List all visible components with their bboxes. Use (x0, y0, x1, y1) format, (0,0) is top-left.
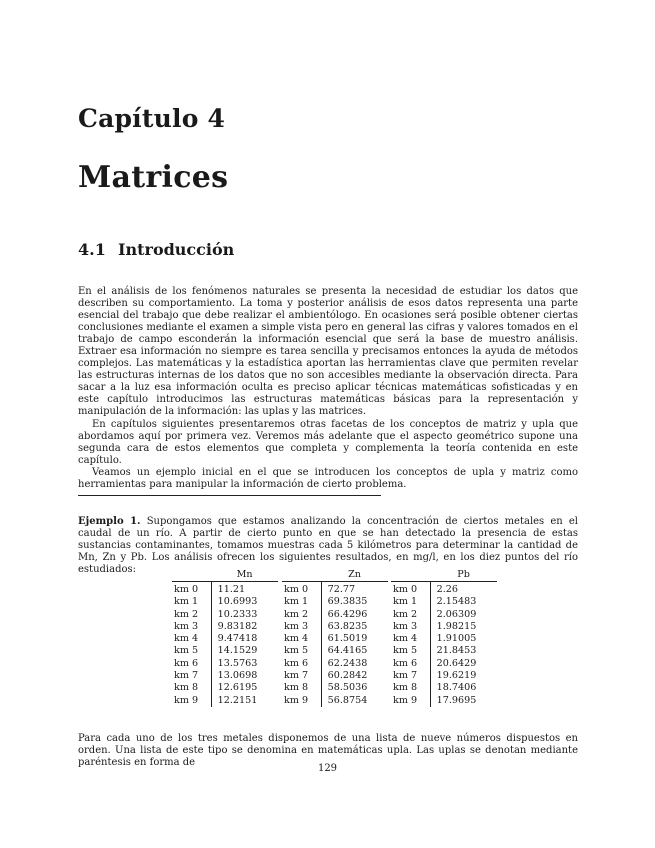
km-cell: km 7 (391, 670, 430, 682)
table-row (391, 582, 497, 597)
table-row (172, 609, 278, 621)
table-row (282, 682, 388, 694)
value-cell: 10.2333 (217, 608, 258, 620)
km-cell: km 6 (282, 658, 321, 670)
value-cell: 9.83182 (217, 620, 258, 632)
table-row (172, 658, 278, 670)
km-cell: km 3 (282, 621, 321, 633)
table-row (172, 695, 278, 707)
km-cell: km 1 (391, 596, 430, 608)
table-header-blank (391, 568, 430, 582)
table-row (391, 670, 497, 682)
table-row (172, 621, 278, 633)
table-row (391, 695, 497, 707)
value-cell: 2.06309 (436, 608, 477, 620)
km-cell: km 2 (282, 609, 321, 621)
value-cell: 13.5763 (217, 657, 258, 669)
km-cell: km 3 (391, 621, 430, 633)
table-row (172, 596, 278, 608)
value-cell: 58.5036 (327, 682, 368, 694)
intro-paragraph-1: En el análisis de los fenómenos naturales se presenta la necesidad de estudiar los datos que describen su comportamiento. La toma y posterior análisis de esos datos representa una parte esencial del trabajo que debe realizar el ambientólogo. En ocasiones será posible obtener ciertas conclusiones mediante el examen a simple vista pero en general las cifras y valores tomados en el trabajo de campo esconderán la información esencial que será la base de muestro análisis. Extraer esa información no siempre es tarea sencilla y precisamos entonces la ayuda de métodos complejos. Las matemáticas y la estadística aportan las herramientas clave que permiten revelar las estructuras internas de los datos que no son accesibles mediante la observación directa. Para sacar a la luz esa información oculta es preciso aplicar técnicas matemáticas sofisticadas y en este capítulo introducimos las estructuras matemáticas básicas para la representación y manipulación de la información: las uplas y las matrices. (78, 286, 578, 417)
value-cell: 56.8754 (327, 694, 368, 706)
table-row (282, 596, 388, 608)
table-row (391, 596, 497, 608)
table-header-metal: Pb (430, 568, 497, 582)
km-cell: km 6 (391, 658, 430, 670)
chapter-label: Capítulo 4 (78, 104, 226, 133)
value-cell: 19.6219 (436, 670, 477, 682)
table-row (172, 633, 278, 645)
value-cell: 14.1529 (217, 645, 258, 657)
km-cell: km 2 (391, 609, 430, 621)
metal-table-pb (391, 568, 497, 707)
table-row (391, 645, 497, 657)
table-row (282, 633, 388, 645)
km-cell: km 4 (282, 633, 321, 645)
km-cell: km 8 (391, 682, 430, 694)
metal-table-zn (282, 568, 388, 707)
value-cell: 69.3835 (327, 596, 368, 608)
example-rule (78, 495, 381, 496)
km-cell: km 0 (172, 582, 211, 597)
table-row (282, 582, 388, 597)
example-label: Ejemplo 1. (78, 516, 141, 527)
value-cell: 2.26 (436, 584, 459, 595)
table-row (391, 682, 497, 694)
table-row (391, 609, 497, 621)
chapter-title: Matrices (78, 160, 229, 195)
km-cell: km 0 (282, 582, 321, 597)
value-cell: 17.9695 (436, 694, 477, 706)
table-header-metal: Mn (211, 568, 278, 582)
km-cell: km 8 (282, 682, 321, 694)
value-cell: 12.2151 (217, 694, 258, 706)
table-row (282, 645, 388, 657)
value-cell: 62.2438 (327, 657, 368, 669)
table-header-blank (282, 568, 321, 582)
metal-table-mn (172, 568, 278, 707)
section-number: 4.1 (78, 240, 106, 259)
example-text: Supongamos que estamos analizando la concentración de ciertos metales en el caudal de un río. A partir de cierto punto en que se han detectado la presencia de estas sustancias contaminantes, tomamos muestras cada 5 kilómetros para determinar la cantidad de Mn, Zn y Pb. Los análisis ofrecen los siguientes resultados, en mg/l, en los diez puntos del río estudiados: (78, 516, 578, 575)
table-row (172, 582, 278, 597)
section-title: Introducción (118, 240, 235, 259)
value-cell: 2.15483 (436, 596, 477, 608)
km-cell: km 9 (282, 695, 321, 707)
value-cell: 10.6993 (217, 596, 258, 608)
km-cell: km 2 (172, 609, 211, 621)
value-cell: 9.47418 (217, 633, 258, 645)
km-cell: km 8 (172, 682, 211, 694)
km-cell: km 7 (172, 670, 211, 682)
table-row (391, 658, 497, 670)
section-heading (78, 240, 234, 259)
km-cell: km 4 (391, 633, 430, 645)
page-number: 129 (317, 763, 338, 774)
km-cell: km 6 (172, 658, 211, 670)
example-paragraph (78, 516, 578, 576)
value-cell: 1.91005 (436, 633, 477, 645)
table-row (172, 682, 278, 694)
value-cell: 64.4165 (327, 645, 368, 657)
km-cell: km 4 (172, 633, 211, 645)
after-tables-paragraph: Para cada uno de los tres metales disponemos de una lista de nueve números dispuestos en orden. Una lista de este tipo se denomina en matemáticas upla. Las uplas se denotan mediante paréntesis en forma de (78, 733, 578, 768)
table-row (282, 695, 388, 707)
table-row (282, 658, 388, 670)
value-cell: 18.7406 (436, 682, 477, 694)
km-cell: km 9 (172, 695, 211, 707)
value-cell: 63.8235 (327, 620, 368, 632)
value-cell: 21.8453 (436, 645, 477, 657)
km-cell: km 1 (282, 596, 321, 608)
value-cell: 12.6195 (217, 682, 258, 694)
km-cell: km 9 (391, 695, 430, 707)
table-row (391, 633, 497, 645)
value-cell: 61.5019 (327, 633, 368, 645)
table-row (391, 621, 497, 633)
table-row (172, 645, 278, 657)
km-cell: km 5 (282, 645, 321, 657)
intro-paragraph-3: Veamos un ejemplo inicial en el que se introducen los conceptos de upla y matriz como herramientas para manipular la información de cierto problema. (78, 467, 578, 490)
km-cell: km 7 (282, 670, 321, 682)
table-row (172, 670, 278, 682)
km-cell: km 5 (391, 645, 430, 657)
table-row (282, 609, 388, 621)
value-cell: 13.0698 (217, 670, 258, 682)
table-row (282, 621, 388, 633)
table-header-blank (172, 568, 211, 582)
value-cell: 1.98215 (436, 620, 477, 632)
km-cell: km 3 (172, 621, 211, 633)
km-cell: km 5 (172, 645, 211, 657)
km-cell: km 1 (172, 596, 211, 608)
table-row (282, 670, 388, 682)
value-cell: 72.77 (327, 584, 356, 595)
km-cell: km 0 (391, 582, 430, 597)
value-cell: 20.6429 (436, 657, 477, 669)
value-cell: 66.4296 (327, 608, 368, 620)
value-cell: 60.2842 (327, 670, 368, 682)
value-cell: 11.21 (217, 584, 246, 595)
intro-paragraph-2: En capítulos siguientes presentaremos otras facetas de los conceptos de matriz y upla que abordamos aquí por primera vez. Veremos más adelante que el aspecto geométrico supone una segunda cara de estos elementos que completa y complementa la teoría contenida en este capítulo. (78, 419, 578, 466)
table-header-metal: Zn (321, 568, 388, 582)
